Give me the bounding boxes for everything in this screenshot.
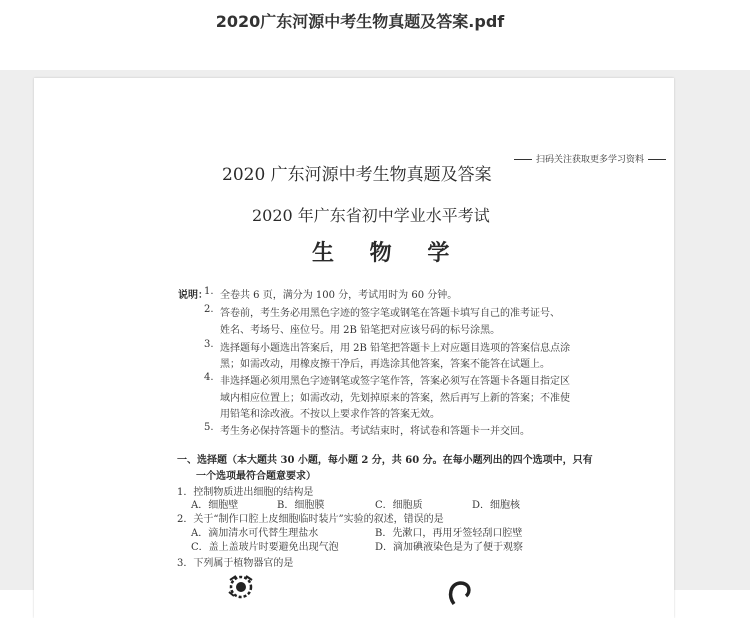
- instruction-line: 考生务必保持答题卡的整洁。考试结束时，将试卷和答题卡一并交回。: [220, 426, 530, 437]
- q2-option-d: D．滴加碘液染色是为了便于观察: [375, 542, 524, 553]
- plant-illustration: [226, 572, 256, 602]
- subject-title: 生 物 学: [312, 240, 464, 266]
- instruction-line: 非选择题必须用黑色字迹钢笔或签字笔作答，答案必须写在答题卡各题目指定区: [220, 376, 570, 387]
- q1-option-c: C．细胞质: [375, 500, 423, 511]
- viewer-header: [0, 0, 750, 70]
- q1-option-a: A．细胞壁: [191, 500, 239, 511]
- file-title: 2020广东河源中考生物真题及答案.pdf: [215, 12, 505, 31]
- q2-option-b: B．先漱口，再用牙签轻刮口腔壁: [375, 528, 523, 539]
- instruction-number: 4.: [204, 372, 214, 383]
- instructions-label: 说明：: [178, 290, 208, 301]
- pdf-page: [34, 78, 674, 618]
- q2-option-c: C．盖上盖玻片时要避免出现气泡: [191, 542, 339, 553]
- instruction-line: 选择题每小题选出答案后，用 2B 铅笔把答题卡上对应题目选项的答案信息点涂: [220, 343, 571, 354]
- q1-option-b: B．细胞膜: [277, 500, 325, 511]
- instruction-line: 全卷共 6 页，满分为 100 分，考试用时为 60 分钟。: [220, 290, 458, 301]
- question-1-stem: 1．控制物质进出细胞的结构是: [177, 487, 314, 498]
- promo-note: [510, 152, 670, 165]
- question-2-stem: 2．关于“制作口腔上皮细胞临时装片”实验的叙述，错误的是: [177, 514, 444, 525]
- organ-illustration: [446, 580, 474, 606]
- instruction-line: 用铅笔和涂改液。不按以上要求作答的答案无效。: [220, 409, 440, 420]
- instruction-number: 3.: [204, 339, 214, 350]
- instruction-line: 答卷前，考生务必用黑色字迹的签字笔或钢笔在答题卡填写自己的准考证号、: [220, 308, 560, 319]
- instruction-line: 域内相应位置上；如需改动，先划掉原来的答案，然后再写上新的答案；不准使: [220, 393, 570, 404]
- section-heading: 一、选择题（本大题共 30 小题，每小题 2 分，共 60 分。在每小题列出的四个选项中，只有: [177, 455, 593, 466]
- instruction-number: 1.: [204, 286, 214, 297]
- instruction-line: 姓名、考场号、座位号。用 2B 铅笔把对应该号码的标号涂黑。: [220, 325, 501, 336]
- instruction-number: 5.: [204, 422, 214, 433]
- section-heading-cont: 一个选项最符合题意要求）: [196, 471, 316, 482]
- instruction-line: 黑；如需改动，用橡皮擦干净后，再选涂其他答案，答案不能答在试题上。: [220, 359, 550, 370]
- instruction-number: 2.: [204, 304, 214, 315]
- q2-option-a: A．滴加清水可代替生理盐水: [191, 528, 319, 539]
- q1-option-d: D．细胞核: [472, 500, 521, 511]
- question-3-stem: 3．下列属于植物器官的是: [177, 558, 294, 569]
- promo-text: 扫码关注获取更多学习资料: [536, 155, 645, 165]
- exam-title: 2020 年广东省初中学业水平考试: [252, 206, 490, 225]
- document-title: 2020 广东河源中考生物真题及答案: [222, 165, 492, 185]
